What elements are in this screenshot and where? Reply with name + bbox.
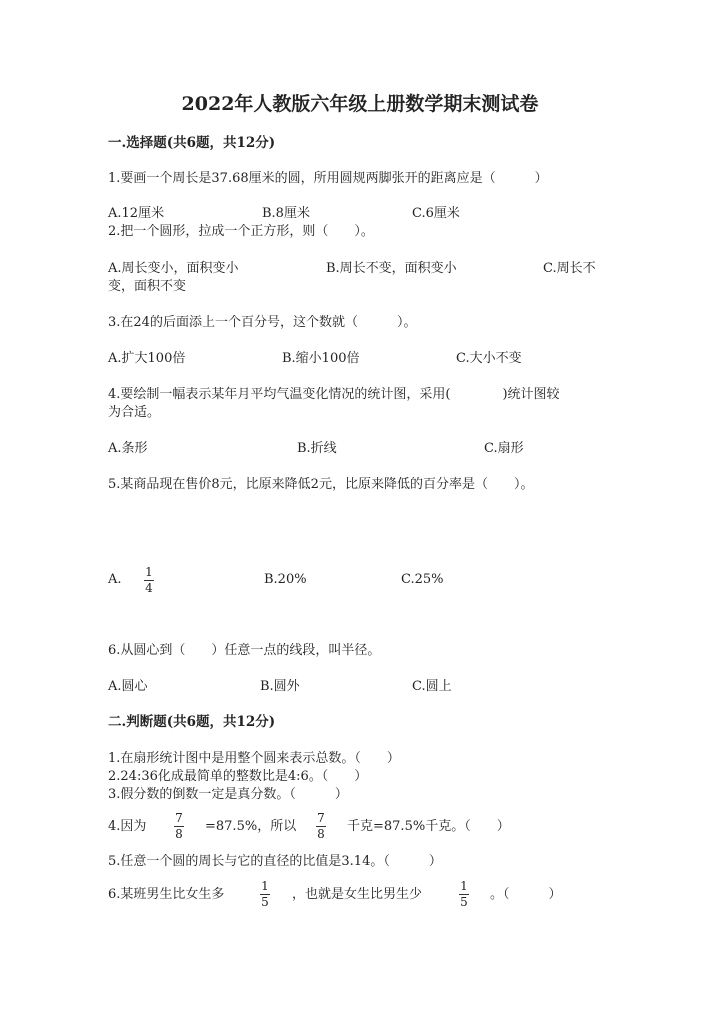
q2-text: 2.把一个圆形，拉成一个正方形，则（ ）。 (108, 224, 374, 239)
section2-heading: 二.判断题(共6题，共12分) (108, 714, 276, 730)
q3-option-b: B.缩小100倍 (282, 351, 360, 366)
judge-4-fraction-1 (174, 812, 184, 841)
q2-option-c-wrap: 变，面积不变 (108, 279, 187, 294)
q4-line1: 4.要绘制一幅表示某年月平均气温变化情况的统计图，采用( )统计图较 (108, 387, 560, 402)
fraction-denominator: 8 (175, 827, 183, 841)
q5-text: 5.某商品现在售价8元，比原来降低2元，比原来降低的百分率是（ ）。 (108, 477, 534, 492)
q1-option-c: C.6厘米 (412, 206, 460, 221)
judge-5: 5.任意一个圆的周长与它的直径的比值是3.14。（ ） (108, 854, 442, 869)
fraction-denominator: 8 (317, 827, 325, 841)
fraction-numerator: 1 (460, 879, 468, 893)
judge-4-fraction-2 (316, 812, 326, 841)
fraction-numerator: 7 (175, 811, 183, 825)
q6-option-c: C.圆上 (412, 679, 452, 694)
q1-option-a: A.12厘米 (108, 206, 165, 221)
judge-4-part3: 千克=87.5%千克。（ ） (347, 819, 510, 834)
q6-option-b: B.圆外 (260, 679, 300, 694)
q5-option-b: B.20% (264, 572, 307, 587)
judge-4-part2: =87.5%，所以 (205, 819, 297, 834)
q3-text: 3.在24的后面添上一个百分号，这个数就（ ）。 (108, 315, 417, 330)
judge-6-part1: 6.某班男生比女生多 (108, 887, 225, 902)
fraction-denominator: 5 (261, 895, 269, 909)
q6-text: 6.从圆心到（ ）任意一点的线段，叫半径。 (108, 643, 381, 658)
q2-option-a: A.周长变小，面积变小 (108, 261, 239, 276)
q2-option-b: B.周长不变，面积变小 (326, 261, 457, 276)
fraction-denominator: 4 (145, 581, 153, 595)
q2-option-c: C.周长不 (543, 261, 596, 276)
judge-6-part3: 。（ ） (490, 887, 562, 902)
fraction-denominator: 5 (460, 895, 468, 909)
q3-option-a: A.扩大100倍 (108, 351, 186, 366)
q4-option-a: A.条形 (108, 441, 148, 456)
fraction-numerator: 7 (317, 811, 325, 825)
judge-6-fraction-1 (260, 880, 270, 909)
q1-option-b: B.8厘米 (262, 206, 310, 221)
q4-line2: 为合适。 (108, 405, 161, 420)
judge-2: 2.24:36化成最简单的整数比是4:6。（ ） (108, 769, 368, 784)
q4-option-c: C.扇形 (484, 441, 524, 456)
judge-1: 1.在扇形统计图中是用整个圆来表示总数。（ ） (108, 751, 400, 766)
fraction-numerator: 1 (145, 565, 153, 579)
q5-option-a-label: A. (108, 572, 122, 587)
q5-option-a-fraction (144, 566, 154, 595)
judge-4-part1: 4.因为 (108, 819, 147, 834)
q1-text: 1.要画一个周长是37.68厘米的圆，所用圆规两脚张开的距离应是（ ） (108, 171, 548, 186)
page-title: 2022年人教版六年级上册数学期末测试卷 (181, 93, 539, 115)
q4-option-b: B.折线 (297, 441, 337, 456)
judge-6-part2: ，也就是女生比男生少 (292, 887, 423, 902)
q5-option-c: C.25% (401, 572, 444, 587)
q6-option-a: A.圆心 (108, 679, 148, 694)
judge-3: 3.假分数的倒数一定是真分数。（ ） (108, 787, 348, 802)
section1-heading: 一.选择题(共6题，共12分) (108, 135, 276, 151)
q3-option-c: C.大小不变 (456, 351, 522, 366)
judge-6-fraction-2 (459, 880, 469, 909)
fraction-numerator: 1 (261, 879, 269, 893)
